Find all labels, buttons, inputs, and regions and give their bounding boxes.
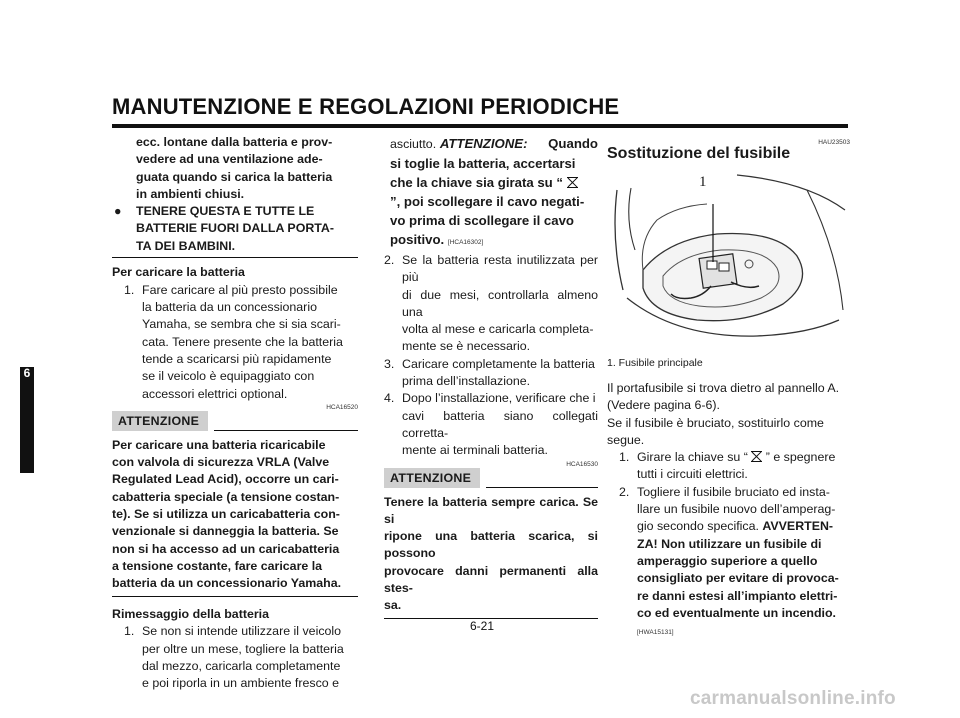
- warning-line: re danni estesi all’impianto elettri-: [637, 588, 838, 603]
- warning-end-rule: [112, 257, 358, 258]
- column-middle: [384, 134, 598, 619]
- attention-line: te). Se si utilizza un caricabatteria con-: [112, 507, 340, 522]
- step-4: [384, 390, 598, 459]
- fuse-figure: [607, 170, 850, 348]
- step-line: e poi riporla in un ambiente fresco e: [142, 676, 339, 691]
- continued-bold: vo prima di scollegare il cavo: [390, 213, 574, 228]
- attention-header: [384, 462, 598, 488]
- warning-line: ecc. lontane dalla batteria e prov-: [136, 135, 333, 149]
- step-line: cata. Tenere presente che la batteria: [142, 334, 343, 349]
- storage-step-continued: [384, 134, 598, 252]
- step-line: Caricare completamente la batteria: [402, 356, 595, 371]
- continued-bold: si toglie la batteria, accertarsi: [390, 156, 576, 171]
- step-number: 2.: [384, 253, 395, 267]
- step-line: tende a scaricarsi più rapidamente: [142, 351, 332, 366]
- attention-line: batteria da un concessionario Yamaha.: [112, 576, 342, 591]
- step-line: di due mesi, controllarla almeno una: [402, 287, 598, 319]
- key-off-icon: [567, 177, 578, 188]
- column-right: [607, 134, 850, 641]
- fuse-step-1: [607, 449, 850, 484]
- fuse-step-2: [607, 484, 850, 642]
- bullet-line: TA DEI BAMBINI.: [136, 238, 236, 253]
- charge-heading: Per caricare la batteria: [112, 265, 245, 280]
- step-line: se il veicolo è equipaggiato con: [142, 369, 315, 384]
- step-line: accessori elettrici optional.: [142, 386, 288, 401]
- continued-bold: positivo.: [390, 232, 445, 247]
- attention-line: Regulated Lead Acid), occorre un cari-: [112, 472, 339, 487]
- storage-heading: Rimessaggio della batteria: [112, 606, 270, 621]
- step-line: mente ai terminali batteria.: [402, 443, 549, 458]
- chapter-number: 6: [23, 366, 31, 380]
- step-number: 3.: [384, 356, 395, 371]
- attention-line: cabatteria speciale (a tensione costan-: [112, 489, 340, 504]
- warning-line: consigliato per evitare di provoca-: [637, 571, 839, 586]
- step-3: [384, 356, 598, 391]
- step-line: dal mezzo, caricarla completamente: [142, 658, 341, 673]
- step-line: per oltre un mese, togliere la batteria: [142, 641, 344, 656]
- page-number: 6-21: [469, 619, 495, 633]
- para-line: segue.: [607, 432, 645, 447]
- step-line: Yamaha, se sembra che si sia scari-: [142, 317, 341, 332]
- step-number: 1.: [124, 282, 135, 297]
- warning-line: vedere ad una ventilazione ade-: [136, 152, 323, 167]
- fuse-location-illustration: [607, 170, 850, 348]
- step-line: la batteria da un concessionario: [142, 300, 317, 315]
- step-2: [384, 252, 598, 356]
- step-line: cavi batteria siano collegati corretta-: [402, 408, 598, 440]
- step-line: Togliere il fusibile bruciato ed insta-: [637, 484, 830, 499]
- attention-line: venzionale si danneggia la batteria. Se: [112, 524, 339, 539]
- warning-line: in ambienti chiusi.: [136, 186, 245, 201]
- watermark: carmanualsonline.info: [690, 688, 896, 709]
- reference-code: [HCA16302]: [447, 239, 484, 246]
- step-line: tutti i circuiti elettrici.: [637, 467, 748, 482]
- attention-label: ATTENZIONE: [112, 411, 208, 431]
- attention-header: [112, 405, 358, 431]
- continued-bold: Quando: [548, 136, 598, 151]
- warning-line: amperaggio superiore a quello: [637, 553, 818, 568]
- inline-attention: ATTENZIONE:: [439, 136, 528, 151]
- attention-line: sa.: [384, 598, 402, 613]
- column-left: [112, 134, 358, 692]
- page-title: MANUTENZIONE E REGOLAZIONI PERIODICHE: [112, 94, 620, 119]
- step-line: volta al mese e caricarla completa-: [402, 322, 594, 337]
- para-line: (Vedere pagina 6-6).: [607, 398, 720, 413]
- para-line: Il portafusibile si trova dietro al pannello A.: [607, 381, 840, 395]
- attention-line: ripone una batteria scarica, si possono: [384, 529, 598, 561]
- para-line: Se il fusibile è bruciato, sostituirlo come: [607, 415, 824, 430]
- attention-rule: [486, 487, 598, 488]
- attention-line: provocare danni permanenti alla stes-: [384, 563, 598, 596]
- attention-body: [112, 437, 358, 593]
- step-line: Girare la chiave su “: [637, 450, 748, 465]
- storage-step: [112, 623, 358, 692]
- warning-label: AVVERTEN-: [762, 519, 834, 534]
- step-line: Se non si intende utilizzare il veicolo: [142, 624, 342, 639]
- step-line: Fare caricare al più presto possibile: [142, 282, 338, 297]
- attention-line: non si ha accesso ad un caricabatteria: [112, 541, 340, 556]
- key-off-icon: [751, 451, 762, 462]
- step-line: mente se è necessario.: [402, 339, 531, 354]
- step-number: 2.: [619, 484, 630, 499]
- step-line: llare un fusibile nuovo dell’amperag-: [637, 502, 836, 517]
- step-line: prima dell’installazione.: [402, 374, 531, 389]
- fuse-paragraph: [607, 380, 850, 449]
- attention-body: [384, 494, 598, 615]
- section-code: HAU23503: [818, 139, 850, 146]
- figure-callout: 1: [699, 174, 707, 190]
- attention-end-rule: [112, 596, 358, 597]
- attention-line: Per caricare una batteria ricaricabile: [112, 437, 326, 452]
- figure-caption: 1. Fusibile principale: [607, 357, 703, 369]
- step-line: ” e spegnere: [765, 450, 836, 465]
- continued-bold: che la chiave sia girata su “: [390, 175, 563, 190]
- warning-continued: [112, 134, 358, 203]
- warning-line: guata quando si carica la batteria: [136, 169, 333, 184]
- chapter-tab: [20, 367, 34, 473]
- continued-bold: ”, poi scollegare il cavo negati-: [390, 194, 585, 209]
- step-number: 4.: [384, 391, 395, 406]
- warning-line: co ed eventualmente un incendio.: [637, 605, 836, 620]
- warning-line: ZA! Non utilizzare un fusibile di: [637, 536, 822, 551]
- bullet-line: BATTERIE FUORI DALLA PORTA-: [136, 221, 335, 236]
- step-line: gio secondo specifica.: [637, 519, 759, 534]
- attention-code: HCA16530: [566, 460, 598, 468]
- attention-line: a tensione costante, fare caricare la: [112, 558, 323, 573]
- bullet-icon: ●: [114, 204, 122, 219]
- step-line: Se la batteria resta inutilizzata per più: [402, 253, 598, 285]
- attention-line: Tenere la batteria sempre carica. Se si: [384, 494, 598, 526]
- attention-line: con valvola di sicurezza VRLA (Valve: [112, 455, 330, 470]
- step-number: 1.: [124, 624, 135, 639]
- step-line: Dopo l’installazione, verificare che i: [402, 391, 596, 406]
- attention-code: HCA16520: [326, 403, 358, 411]
- attention-label: ATTENZIONE: [384, 468, 480, 488]
- continued-word: asciutto.: [390, 137, 437, 151]
- bullet-line: TENERE QUESTA E TUTTE LE: [136, 204, 315, 219]
- attention-rule: [214, 430, 358, 431]
- charge-step: [112, 282, 358, 403]
- reference-code: [HWA15131]: [637, 629, 674, 637]
- step-number: 1.: [619, 450, 630, 465]
- warning-bullet: [112, 203, 358, 255]
- section-title: Sostituzione del fusibile: [607, 145, 791, 162]
- title-rule: [112, 124, 848, 128]
